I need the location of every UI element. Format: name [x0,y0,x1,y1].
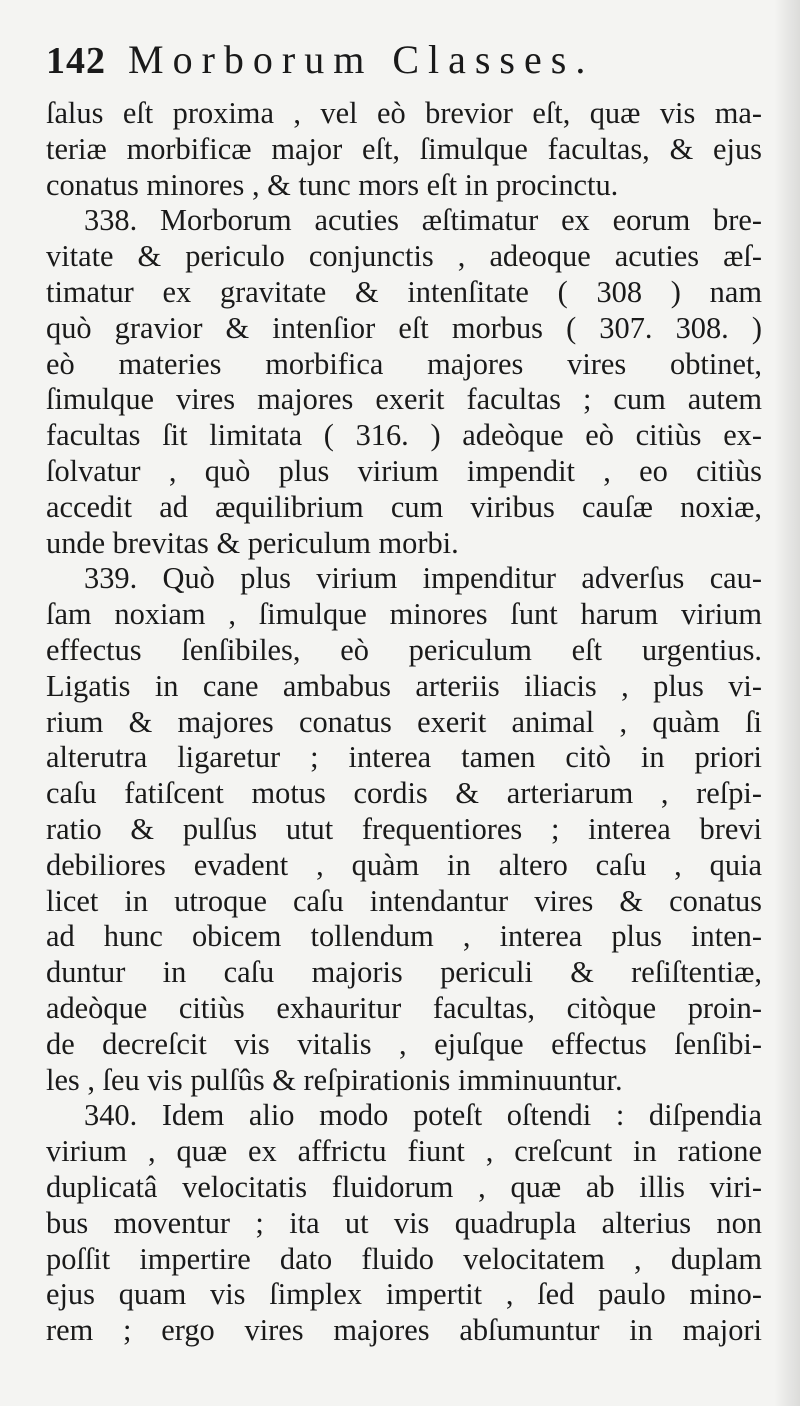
running-title: Morborum Classes. [128,37,595,82]
text-line: teriæ morbificæ major eſt, ſimulque facultas, & ejus [46,131,762,166]
text-line: timatur ex gravitate & intenſitate ( 308 ) nam [46,274,762,309]
text-line: virium , quæ ex affrictu fiunt , creſcunt in ratione [46,1134,762,1169]
text-line: ratio & pulſus utut frequentiores ; interea brevi [46,811,762,846]
text-line: caſu fatiſcent motus cordis & arteriarum , reſpi- [46,776,762,811]
text-line: Ligatis in cane ambabus arteriis iliacis , plus vi- [46,668,762,703]
text-line: duplicatâ velocitatis fluidorum , quæ ab illis viri- [46,1169,762,1204]
text-line: 338. Morborum acuties æſtimatur ex eorum bre- [84,203,762,238]
text-line: ad hunc obicem tollendum , interea plus inten- [46,919,762,954]
text-line: ſimulque vires majores exerit facultas ; cum autem [46,382,762,417]
text-line: effectus ſenſibiles, eò periculum eſt urgentius. [46,632,762,667]
text-line: ſalus eſt proxima , vel eò brevior eſt, quæ vis ma- [46,96,762,130]
body-text [46,96,762,1349]
text-line: debiliores evadent , quàm in altero caſu , quia [46,847,762,882]
text-line: rem ; ergo vires majores abſumuntur in majori [46,1313,762,1348]
text-line: les , ſeu vis pulſûs & reſpirationis imminuuntur. [46,1062,623,1097]
text-line: ſolvatur , quò plus virium impendit , eo citiùs [46,453,762,488]
text-line: rium & majores conatus exerit animal , quàm ſi [46,704,762,739]
text-line: duntur in caſu majoris periculi & reſiſtentiæ, [46,955,762,990]
text-line: ejus quam vis ſimplex impertit , ſed paulo mino- [46,1277,762,1312]
text-line: eò materies morbifica majores vires obtinet, [46,346,762,381]
text-line: conatus minores , & tunc mors eſt in procinctu. [46,167,619,202]
page-number: 142 [46,40,106,82]
text-line: quò gravior & intenſior eſt morbus ( 307. 308. ) [46,310,762,345]
text-line: vitate & periculo conjunctis , adeoque acuties æſ- [46,239,762,274]
text-line: de decreſcit vis vitalis , ejuſque effectus ſenſibi- [46,1026,762,1061]
page-header [46,36,762,96]
text-line: 340. Idem alio modo poteſt oſtendi : diſpendia [84,1098,762,1133]
text-line: adeòque citiùs exhauritur facultas, citòque proin- [46,990,762,1025]
text-line: unde brevitas & periculum morbi. [46,525,459,560]
text-line: accedit ad æquilibrium cum viribus cauſæ noxiæ, [46,489,762,524]
text-line: bus moventur ; ita ut vis quadrupla alterius non [46,1205,762,1240]
text-line: licet in utroque caſu intendantur vires & conatus [46,883,762,918]
text-line: alterutra ligaretur ; interea tamen citò in priori [46,740,762,775]
text-line: ſam noxiam , ſimulque minores ſunt harum virium [46,597,762,632]
text-line: facultas ſit limitata ( 316. ) adeòque eò citiùs ex- [46,418,762,453]
text-line: poſſit impertire dato fluido velocitatem , duplam [46,1241,762,1276]
text-line: 339. Quò plus virium impenditur adverſus cau- [84,561,762,596]
